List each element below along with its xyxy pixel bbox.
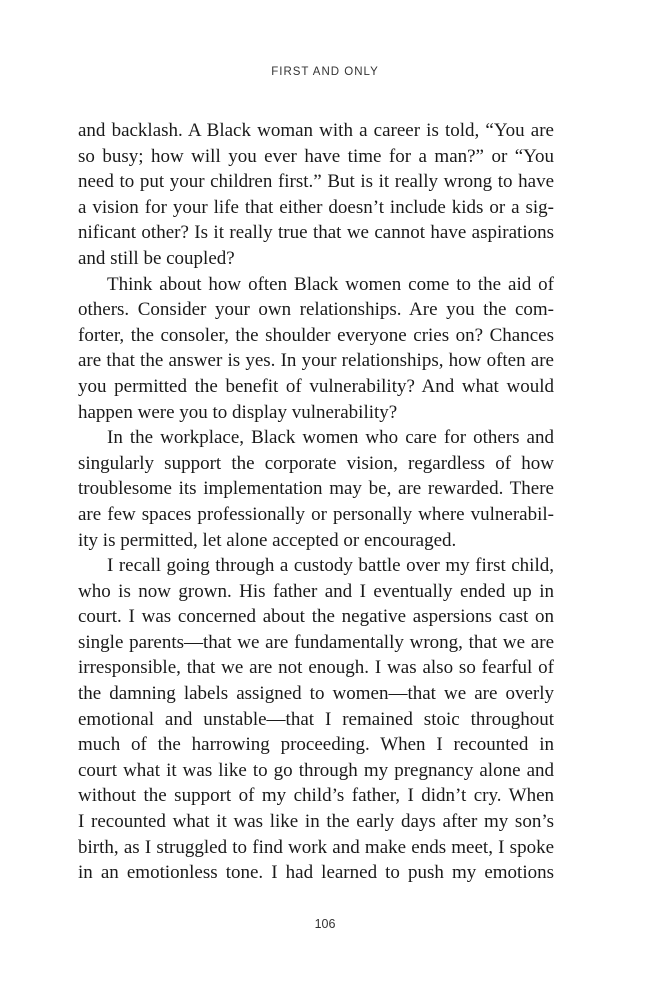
running-head: FIRST AND ONLY	[271, 66, 379, 78]
text-line: and still be coupled?	[78, 247, 235, 269]
text-line: I recall going through a custody battle over my first child,	[107, 555, 554, 577]
text-line: ity is permitted, let alone accepted or encouraged.	[78, 529, 457, 551]
text-line: court. I was concerned about the negative aspersions cast on	[78, 606, 554, 628]
text-line: nificant other? Is it really true that we cannot have aspirations	[78, 222, 554, 244]
text-line: court what it was like to go through my pregnancy alone and	[78, 759, 554, 781]
text-line: so busy; how will you ever have time for a man?” or “You	[78, 145, 554, 167]
text-line: are that the answer is yes. In your relationships, how often are	[78, 350, 554, 372]
text-line: a vision for your life that either doesn’t include kids or a sig-	[78, 196, 554, 218]
page-number: 106	[314, 917, 336, 931]
text-line: Think about how often Black women come to the aid of	[107, 273, 554, 295]
text-line: irresponsible, that we are not enough. I was also so fearful of	[78, 657, 554, 679]
text-line: happen were you to display vulnerability?	[78, 401, 398, 423]
text-line: are few spaces professionally or personally where vulnerabil-	[78, 503, 554, 525]
text-line: single parents—that we are fundamentally wrong, that we are	[78, 631, 554, 653]
text-line: emotional and unstable—that I remained stoic throughout	[78, 708, 554, 730]
text-line: birth, as I struggled to find work and make ends meet, I spoke	[78, 836, 554, 858]
text-line: need to put your children first.” But is it really wrong to have	[78, 171, 554, 193]
text-line: forter, the consoler, the shoulder everyone cries on? Chances	[78, 324, 554, 346]
text-line: singularly support the corporate vision, regardless of how	[78, 452, 554, 474]
text-line: I recounted what it was like in the early days after my son’s	[78, 811, 554, 833]
text-line: you permitted the benefit of vulnerability? And what would	[78, 375, 554, 397]
text-line: the damning labels assigned to women—that we are overly	[78, 683, 554, 705]
text-line: troublesome its implementation may be, are rewarded. There	[78, 478, 554, 500]
text-line: In the workplace, Black women who care for others and	[107, 427, 554, 449]
body-text	[78, 118, 554, 886]
text-line: and backlash. A Black woman with a career is told, “You are	[78, 120, 554, 141]
text-line: in an emotionless tone. I had learned to push my emotions	[78, 862, 554, 884]
text-line: without the support of my child’s father, I didn’t cry. When	[78, 785, 554, 807]
text-line: much of the harrowing proceeding. When I recounted in	[78, 734, 554, 756]
text-line: others. Consider your own relationships. Are you the com-	[78, 299, 554, 321]
text-line: who is now grown. His father and I eventually ended up in	[78, 580, 554, 602]
